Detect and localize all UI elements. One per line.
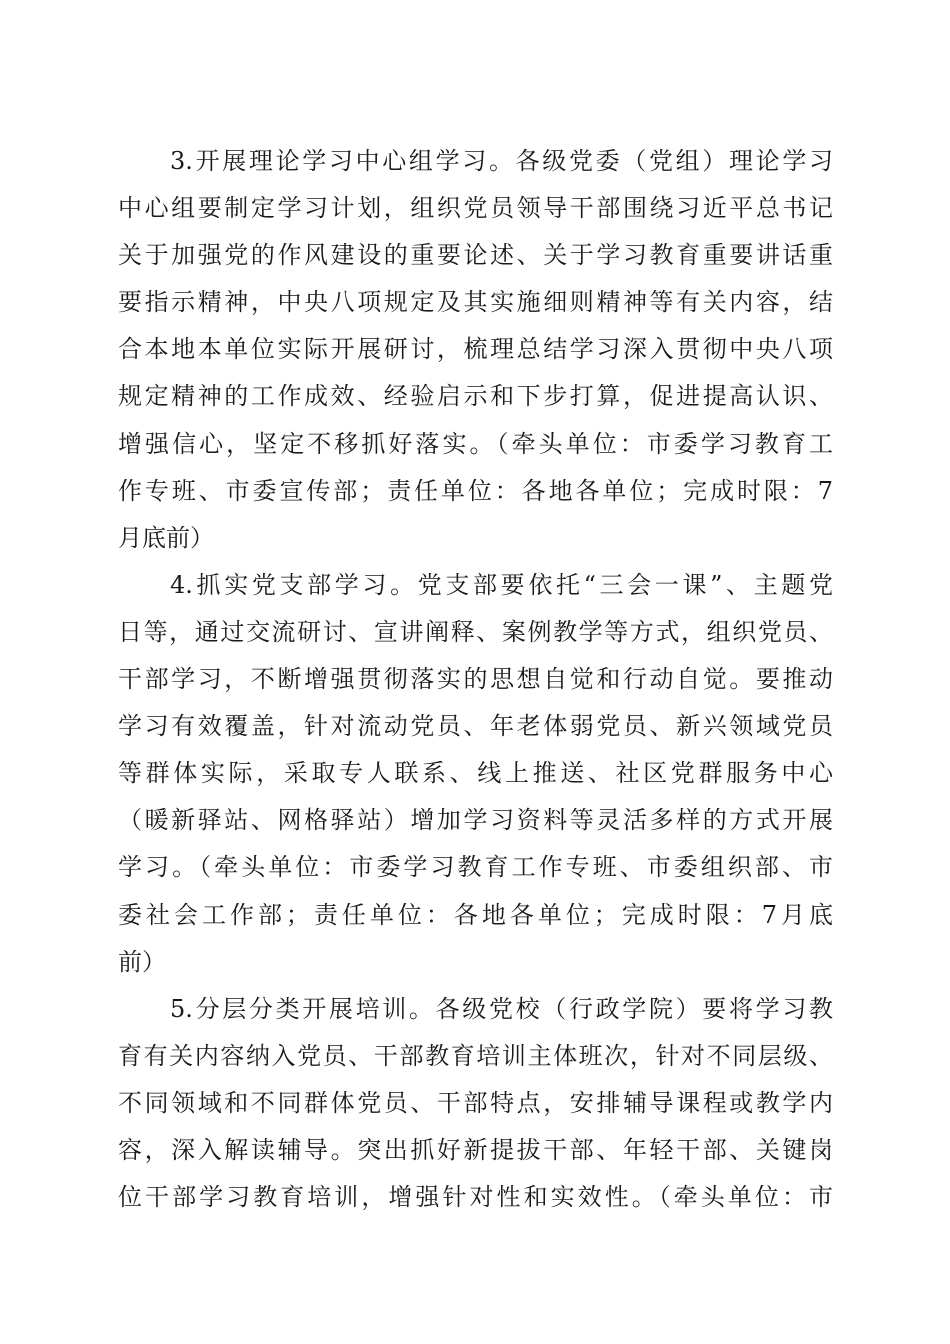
paragraph-3-line-8: 作专班、市委宣传部；责任单位：各地各单位；完成时限：7 — [118, 476, 833, 505]
paragraph-4-line-2: 日等，通过交流研讨、宣讲阐释、案例教学等方式，组织党员、 — [118, 617, 833, 646]
paragraph-4-line-8: 委社会工作部；责任单位：各地各单位；完成时限：7月底 — [118, 900, 833, 929]
paragraph-4-line-1: 4.抓实党支部学习。党支部要依托“三会一课”、主题党 — [170, 570, 833, 599]
paragraph-4-line-3: 干部学习，不断增强贯彻落实的思想自觉和行动自觉。要推动 — [118, 665, 833, 694]
paragraph-5-line-3: 不同领域和不同群体党员、干部特点，安排辅导课程或教学内 — [118, 1088, 833, 1117]
paragraph-3-line-9: 月底前） — [118, 523, 214, 552]
paragraph-5-line-1: 5.分层分类开展培训。各级党校（行政学院）要将学习教 — [170, 994, 833, 1023]
paragraph-3-line-1: 3.开展理论学习中心组学习。各级党委（党组）理论学习 — [170, 147, 833, 175]
paragraph-5-line-4: 容，深入解读辅导。突出抓好新提拔干部、年轻干部、关键岗 — [118, 1135, 833, 1164]
paragraph-5-line-5: 位干部学习教育培训，增强针对性和实效性。（牵头单位：市 — [118, 1183, 833, 1212]
paragraph-5-line-2: 育有关内容纳入党员、干部教育培训主体班次，针对不同层级、 — [118, 1041, 833, 1070]
paragraph-3-line-4: 要指示精神，中央八项规定及其实施细则精神等有关内容，结 — [118, 288, 833, 317]
paragraph-3-line-7: 增强信心，坚定不移抓好落实。（牵头单位：市委学习教育工 — [118, 429, 833, 458]
paragraph-4-line-7: 学习。（牵头单位：市委学习教育工作专班、市委组织部、市 — [118, 853, 833, 882]
paragraph-4-line-4: 学习有效覆盖，针对流动党员、年老体弱党员、新兴领域党员 — [118, 712, 833, 741]
paragraph-3-line-5: 合本地本单位实际开展研讨，梳理总结学习深入贯彻中央八项 — [118, 335, 833, 364]
document-body — [118, 138, 833, 1221]
paragraph-4-line-5: 等群体实际，采取专人联系、线上推送、社区党群服务中心 — [118, 759, 833, 788]
paragraph-3-line-2: 中心组要制定学习计划，组织党员领导干部围绕习近平总书记 — [118, 194, 833, 223]
paragraph-4-line-6: （暖新驿站、网格驿站）增加学习资料等灵活多样的方式开展 — [118, 806, 833, 835]
paragraph-3-line-6: 规定精神的工作成效、经验启示和下步打算，促进提高认识、 — [118, 382, 833, 411]
paragraph-4-line-9: 前） — [118, 947, 166, 976]
paragraph-3-line-3: 关于加强党的作风建设的重要论述、关于学习教育重要讲话重 — [118, 241, 833, 270]
